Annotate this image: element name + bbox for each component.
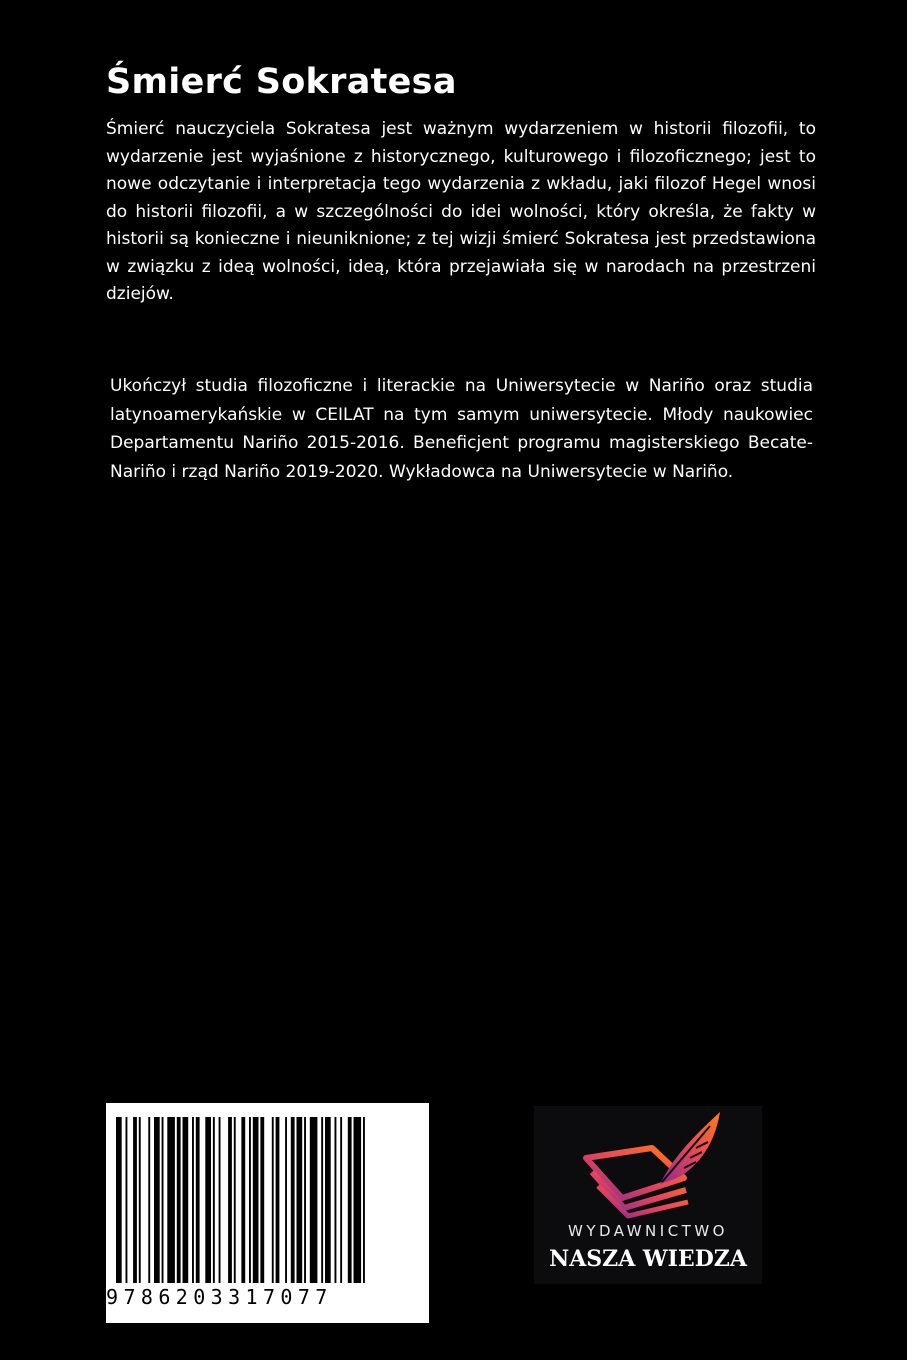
author-bio: Ukończył studia filozoficzne i literackie na Uniwersytecie w Nariño oraz studia latynoamerykańskie w CEILAT na tym samym uniwersytecie. Młody naukowiec Departamentu Nariño 2015-2016. Beneficjent programu magisterskiego Becate-Nariño i rząd Nariño 2019-2020. Wykładowca na Uniwersytecie w Nariño.: [110, 376, 813, 482]
book-title: Śmierć Sokratesa: [106, 62, 457, 102]
isbn-number: 9786203317077: [106, 1285, 333, 1309]
isbn-barcode: [106, 1103, 429, 1323]
book-quill-icon: [534, 1106, 762, 1221]
publisher-name: NASZA WIEDZA: [549, 1246, 747, 1272]
publisher-logo: [534, 1106, 762, 1284]
book-synopsis: Śmierć nauczyciela Sokratesa jest ważnym wydarzeniem w historii filozofii, to wydarzenie jest wyjaśnione z historycznego, kulturowego i filozoficznego; jest to nowe odczytanie i interpretacja tego wydarzenia z wkładu, jaki filozof Hegel wnosi do historii filozofii, a w szczególności do idei wolności, który określa, że fakty w historii są konieczne i nieuniknione; z tej wizji śmierć Sokratesa jest przedstawiona w związku z ideą wolności, ideą, która przejawiała się w narodach na przestrzeni dziejów.: [106, 119, 816, 304]
publisher-label: WYDAWNICTWO: [568, 1222, 728, 1240]
barcode-icon: [106, 1103, 429, 1288]
